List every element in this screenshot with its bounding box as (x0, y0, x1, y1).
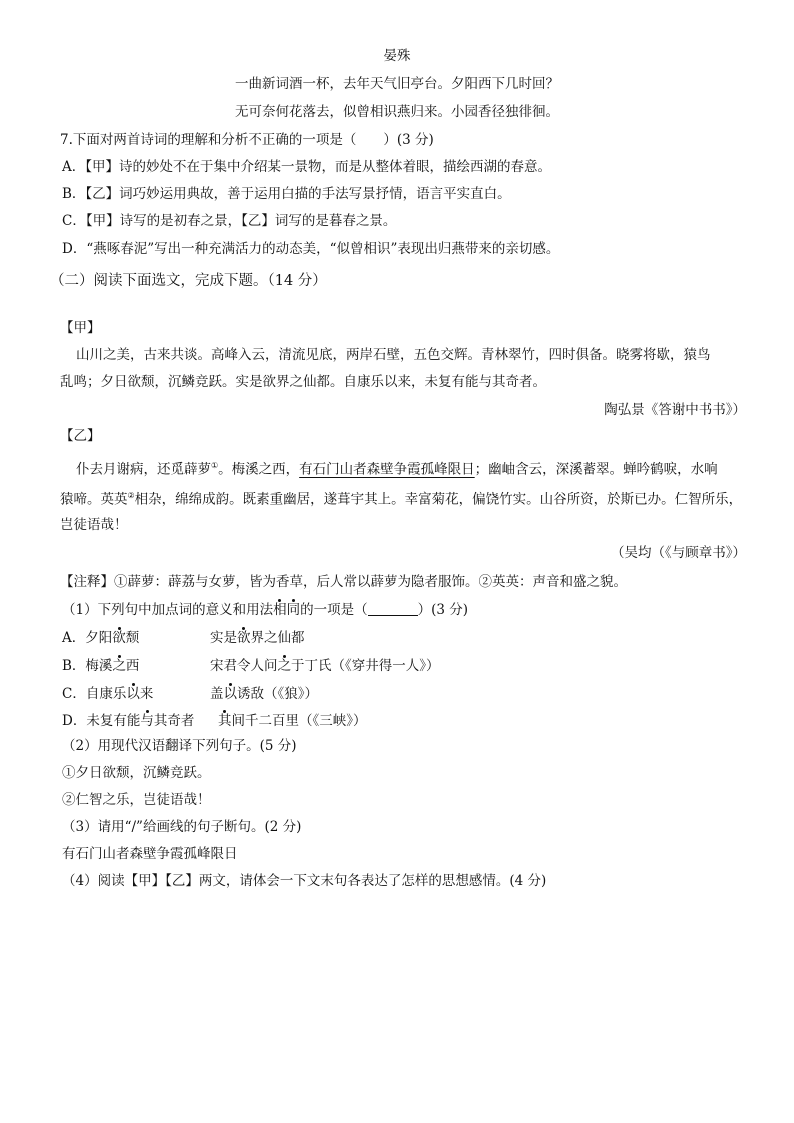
passage-jia-line-1: 山川之美，古来共谈。高峰入云，清流见底，两岸石壁，五色交辉。青林翠竹，四时俱备。晓雾将歇，猿鸟 (76, 347, 711, 363)
q7-option-d: D．“燕啄春泥”写出一种充满活力的动态美，“似曾相识”表现出归燕带来的亲切感。 (62, 241, 560, 257)
sub1-option-a-right: 实是欲界之仙都 (210, 630, 305, 646)
sub1-stem-a: （1）下列句中加点词的意义和用法 (62, 602, 274, 618)
dotted-char: 以 (126, 686, 140, 702)
sub1-option-d-left: D．未复有能与其奇者 (62, 713, 195, 729)
q7-stem: 7.下面对两首诗词的理解和分析不正确的一项是（ ）(3 分) (60, 132, 434, 148)
yi-text-1c: ；幽岫含云，深溪蓄翠。蝉吟鹤唳，水响 (474, 461, 718, 478)
poem-line-2: 无可奈何花落去，似曾相识燕归来。小园香径独徘徊。 (235, 104, 559, 120)
sub1-option-c-left: C．自康乐以来 (62, 686, 154, 702)
yi-text-1b: 。梅溪之西， (218, 461, 300, 478)
dotted-char: 相 (273, 602, 287, 618)
sub1-stem-b: 的一项是（ (300, 602, 368, 618)
footnote-mark-1: ① (211, 461, 219, 470)
yi-text-1a: 仆去月谢病，还觅薜萝 (76, 461, 211, 478)
sub3-stem: （3）请用“/”给画线的句子断句。(2 分) (62, 819, 302, 835)
yi-text-2b: 相杂，绵绵成韵。既素重幽居，遂葺宇其上。幸富菊花，偏饶竹实。山谷所资，於斯已办。仁智所乐， (134, 491, 743, 508)
sub1-stem-c: ）(3 分) (417, 602, 469, 618)
yi-text-2a: 猿啼。英英 (60, 491, 128, 508)
dotted-char: 同 (286, 602, 301, 618)
q7-option-b: B．【乙】词巧妙运用典故，善于运用白描的手法写景抒情，语言平实直白。 (62, 186, 511, 202)
dotted-char: 以 (223, 686, 237, 702)
passage-yi-line-2 (60, 486, 742, 510)
passage-yi-source: （吴均（《与顾章书》） (611, 545, 746, 561)
dotted-char: 之 (112, 658, 126, 674)
footnote-mark-2: ② (127, 491, 135, 500)
dotted-char: 欲 (112, 630, 126, 646)
underlined-sentence: 有石门山者森壁争霞孤峰限日 (299, 461, 475, 478)
sub1-option-d-right: 其间千二百里（《三峡》） (218, 713, 367, 729)
sub3-sentence: 有石门山者森壁争霞孤峰限日 (62, 846, 238, 862)
sub2-sentence-1: ①夕日欲颓，沉鳞竞跃。 (62, 765, 211, 781)
sub4-stem: （4）阅读【甲】【乙】两文，请体会一下文末句各表达了怎样的思想感情。(4 分) (62, 873, 547, 889)
section-2-heading: （二）阅读下面选文，完成下题。（14 分） (50, 273, 327, 289)
poem-author: 晏殊 (383, 48, 411, 64)
dotted-char: 之 (277, 658, 291, 674)
dotted-char: 与 (140, 713, 154, 729)
dotted-char: 其 (218, 713, 232, 729)
passage-yi-line-3: 岂徒语哉！ (60, 517, 128, 533)
q7-option-c: C．【甲】诗写的是初春之景，【乙】词写的是暮春之景。 (62, 213, 397, 229)
poem-line-1: 一曲新词酒一杯，去年天气旧亭台。夕阳西下几时回？ (235, 76, 559, 92)
dotted-char: 欲 (237, 630, 251, 646)
sub1-option-c-right: 盖以诱敌（《狼》） (210, 686, 318, 702)
sub1-option-b-right: 宋君令人问之于丁氏（《穿井得一人》） (210, 658, 440, 674)
passage-yi-label: 【乙】 (60, 428, 101, 444)
sub1-stem (62, 600, 468, 620)
sub2-sentence-2: ②仁智之乐，岂徒语哉！ (62, 792, 211, 808)
annotation-note: 【注释】①薜萝：薜荔与女萝，皆为香草，后人常以薜萝为隐者服饰。②英英：声音和盛之貌。 (60, 574, 627, 590)
sub1-option-a-left: A．夕阳欲颓 (62, 630, 140, 646)
sub1-option-b-left: B．梅溪之西 (62, 658, 140, 674)
answer-blank[interactable] (368, 601, 418, 616)
passage-yi-line-1 (76, 456, 718, 480)
q7-option-a: A．【甲】诗的妙处不在于集中介绍某一景物，而是从整体着眼，描绘西湖的春意。 (62, 159, 551, 175)
sub2-stem: （2）用现代汉语翻译下列句子。(5 分) (62, 738, 297, 754)
passage-jia-label: 【甲】 (60, 320, 101, 336)
passage-jia-line-2: 乱鸣；夕日欲颓，沉鳞竞跃。实是欲界之仙都。自康乐以来，未复有能与其奇者。 (60, 374, 546, 390)
passage-jia-source: 陶弘景《答谢中书书》） (604, 402, 746, 418)
